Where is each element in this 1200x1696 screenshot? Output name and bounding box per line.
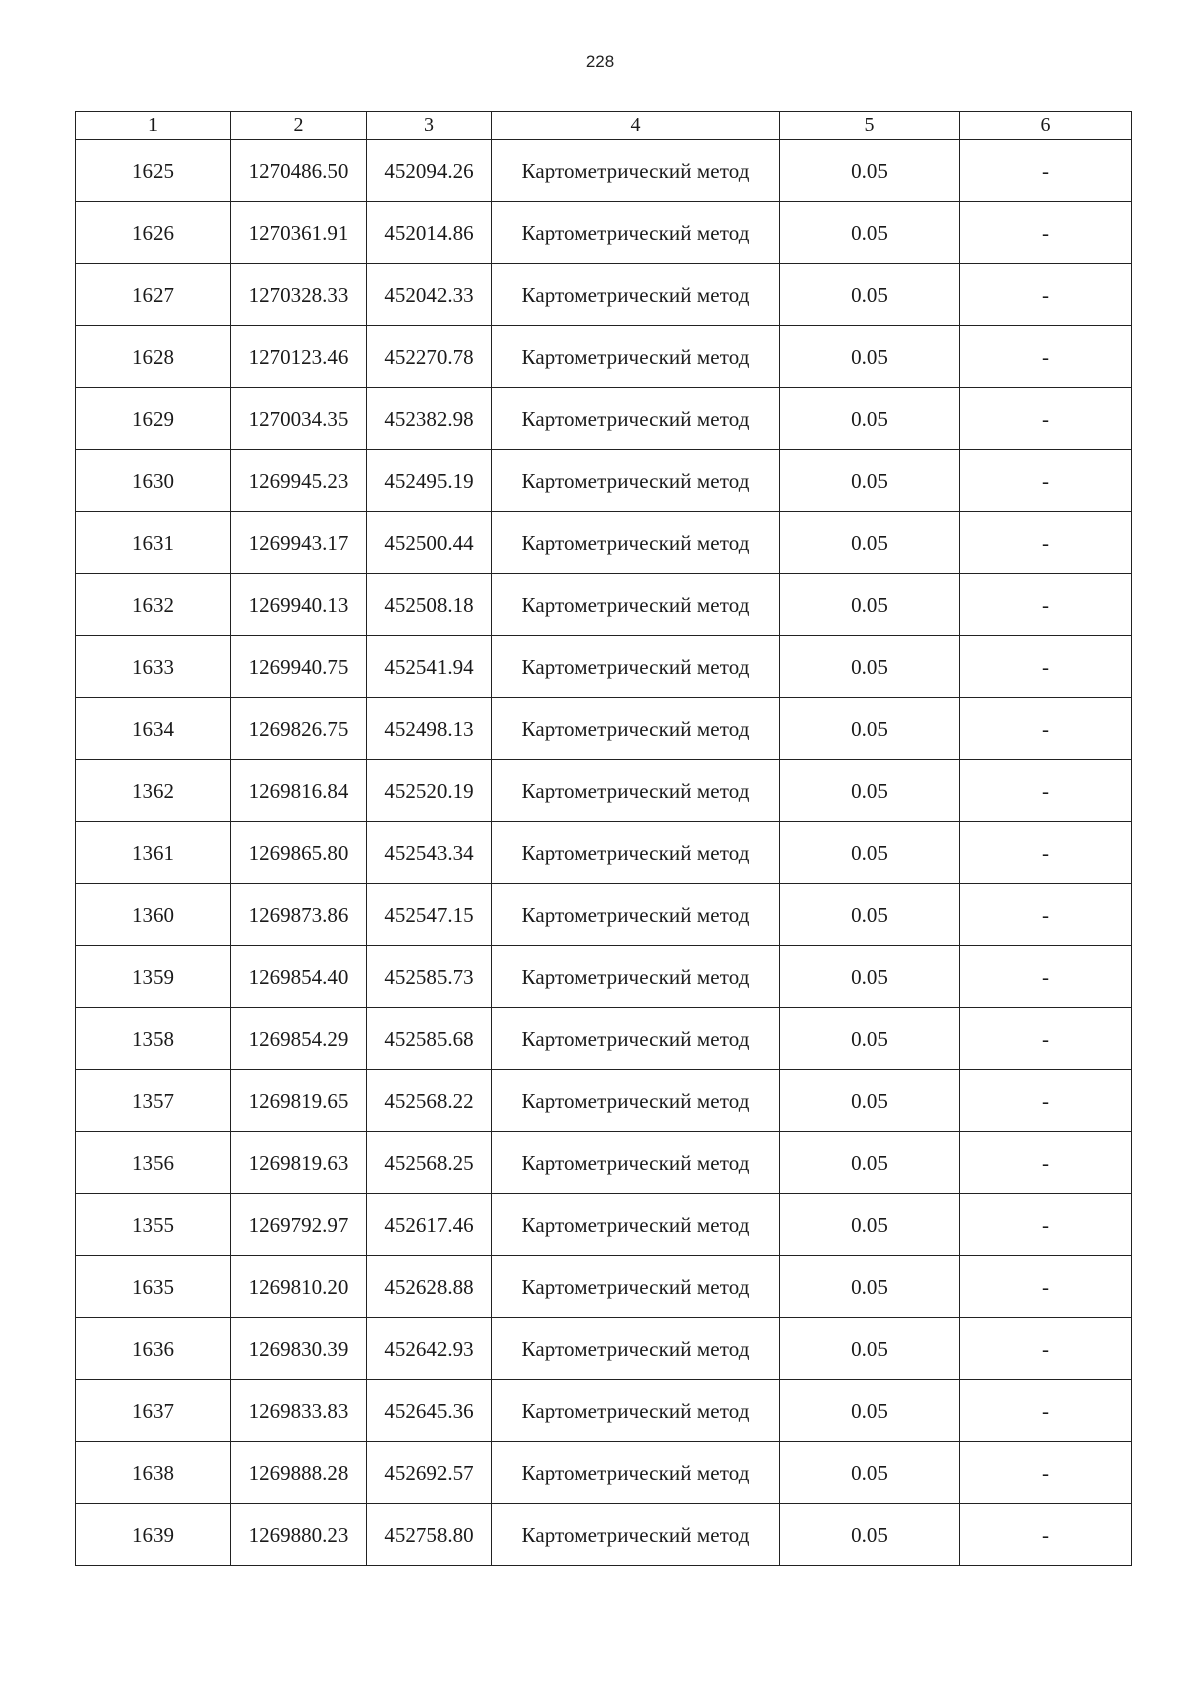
table-row bbox=[76, 1504, 1132, 1566]
method-cell: Картометрический метод bbox=[492, 636, 780, 698]
y-coordinate-cell: 452758.80 bbox=[367, 1504, 492, 1566]
point-number-cell: 1362 bbox=[76, 760, 231, 822]
x-coordinate-cell: 1269792.97 bbox=[231, 1194, 367, 1256]
y-coordinate-cell: 452543.34 bbox=[367, 822, 492, 884]
table-row bbox=[76, 326, 1132, 388]
x-coordinate-cell: 1270361.91 bbox=[231, 202, 367, 264]
note-cell: - bbox=[960, 264, 1132, 326]
accuracy-cell: 0.05 bbox=[780, 574, 960, 636]
page-number: 228 bbox=[585, 52, 615, 71]
x-coordinate-cell: 1270328.33 bbox=[231, 264, 367, 326]
y-coordinate-cell: 452042.33 bbox=[367, 264, 492, 326]
y-coordinate-cell: 452617.46 bbox=[367, 1194, 492, 1256]
method-cell: Картометрический метод bbox=[492, 698, 780, 760]
point-number-cell: 1359 bbox=[76, 946, 231, 1008]
table-row bbox=[76, 574, 1132, 636]
accuracy-cell: 0.05 bbox=[780, 1442, 960, 1504]
header-cell-1: 1 bbox=[76, 112, 231, 140]
method-cell: Картометрический метод bbox=[492, 1442, 780, 1504]
note-cell: - bbox=[960, 450, 1132, 512]
method-cell: Картометрический метод bbox=[492, 264, 780, 326]
method-cell: Картометрический метод bbox=[492, 202, 780, 264]
method-cell: Картометрический метод bbox=[492, 1380, 780, 1442]
table-row bbox=[76, 822, 1132, 884]
accuracy-cell: 0.05 bbox=[780, 1380, 960, 1442]
header-cell-6: 6 bbox=[960, 112, 1132, 140]
header-cell-4: 4 bbox=[492, 112, 780, 140]
table-row bbox=[76, 1318, 1132, 1380]
y-coordinate-cell: 452498.13 bbox=[367, 698, 492, 760]
accuracy-cell: 0.05 bbox=[780, 698, 960, 760]
method-cell: Картометрический метод bbox=[492, 326, 780, 388]
note-cell: - bbox=[960, 1380, 1132, 1442]
method-cell: Картометрический метод bbox=[492, 574, 780, 636]
y-coordinate-cell: 452382.98 bbox=[367, 388, 492, 450]
note-cell: - bbox=[960, 884, 1132, 946]
accuracy-cell: 0.05 bbox=[780, 1008, 960, 1070]
x-coordinate-cell: 1269888.28 bbox=[231, 1442, 367, 1504]
x-coordinate-cell: 1269833.83 bbox=[231, 1380, 367, 1442]
note-cell: - bbox=[960, 1504, 1132, 1566]
table-row bbox=[76, 1256, 1132, 1318]
header-row bbox=[76, 112, 1132, 140]
x-coordinate-cell: 1269940.75 bbox=[231, 636, 367, 698]
accuracy-cell: 0.05 bbox=[780, 326, 960, 388]
note-cell: - bbox=[960, 140, 1132, 202]
method-cell: Картометрический метод bbox=[492, 140, 780, 202]
accuracy-cell: 0.05 bbox=[780, 450, 960, 512]
point-number-cell: 1360 bbox=[76, 884, 231, 946]
point-number-cell: 1625 bbox=[76, 140, 231, 202]
note-cell: - bbox=[960, 1194, 1132, 1256]
table-row bbox=[76, 140, 1132, 202]
method-cell: Картометрический метод bbox=[492, 450, 780, 512]
accuracy-cell: 0.05 bbox=[780, 636, 960, 698]
x-coordinate-cell: 1269854.40 bbox=[231, 946, 367, 1008]
method-cell: Картометрический метод bbox=[492, 1318, 780, 1380]
header-cell-5: 5 bbox=[780, 112, 960, 140]
x-coordinate-cell: 1269819.63 bbox=[231, 1132, 367, 1194]
method-cell: Картометрический метод bbox=[492, 1256, 780, 1318]
method-cell: Картометрический метод bbox=[492, 760, 780, 822]
accuracy-cell: 0.05 bbox=[780, 202, 960, 264]
table-row bbox=[76, 884, 1132, 946]
table-body bbox=[76, 140, 1132, 1566]
coordinates-table bbox=[75, 111, 1132, 1566]
point-number-cell: 1626 bbox=[76, 202, 231, 264]
accuracy-cell: 0.05 bbox=[780, 388, 960, 450]
x-coordinate-cell: 1269854.29 bbox=[231, 1008, 367, 1070]
note-cell: - bbox=[960, 574, 1132, 636]
point-number-cell: 1635 bbox=[76, 1256, 231, 1318]
y-coordinate-cell: 452270.78 bbox=[367, 326, 492, 388]
method-cell: Картометрический метод bbox=[492, 1194, 780, 1256]
table-row bbox=[76, 636, 1132, 698]
note-cell: - bbox=[960, 698, 1132, 760]
method-cell: Картометрический метод bbox=[492, 822, 780, 884]
table-row bbox=[76, 512, 1132, 574]
accuracy-cell: 0.05 bbox=[780, 760, 960, 822]
x-coordinate-cell: 1269880.23 bbox=[231, 1504, 367, 1566]
y-coordinate-cell: 452014.86 bbox=[367, 202, 492, 264]
point-number-cell: 1631 bbox=[76, 512, 231, 574]
y-coordinate-cell: 452585.68 bbox=[367, 1008, 492, 1070]
x-coordinate-cell: 1270034.35 bbox=[231, 388, 367, 450]
table-row bbox=[76, 264, 1132, 326]
x-coordinate-cell: 1269816.84 bbox=[231, 760, 367, 822]
table-row bbox=[76, 388, 1132, 450]
point-number-cell: 1639 bbox=[76, 1504, 231, 1566]
accuracy-cell: 0.05 bbox=[780, 140, 960, 202]
y-coordinate-cell: 452541.94 bbox=[367, 636, 492, 698]
note-cell: - bbox=[960, 1442, 1132, 1504]
table-row bbox=[76, 946, 1132, 1008]
table-row bbox=[76, 698, 1132, 760]
note-cell: - bbox=[960, 1318, 1132, 1380]
y-coordinate-cell: 452500.44 bbox=[367, 512, 492, 574]
point-number-cell: 1628 bbox=[76, 326, 231, 388]
table-row bbox=[76, 1194, 1132, 1256]
table-row bbox=[76, 202, 1132, 264]
note-cell: - bbox=[960, 946, 1132, 1008]
point-number-cell: 1633 bbox=[76, 636, 231, 698]
accuracy-cell: 0.05 bbox=[780, 1070, 960, 1132]
x-coordinate-cell: 1270486.50 bbox=[231, 140, 367, 202]
y-coordinate-cell: 452508.18 bbox=[367, 574, 492, 636]
point-number-cell: 1636 bbox=[76, 1318, 231, 1380]
method-cell: Картометрический метод bbox=[492, 1132, 780, 1194]
note-cell: - bbox=[960, 1132, 1132, 1194]
accuracy-cell: 0.05 bbox=[780, 946, 960, 1008]
x-coordinate-cell: 1269940.13 bbox=[231, 574, 367, 636]
y-coordinate-cell: 452094.26 bbox=[367, 140, 492, 202]
method-cell: Картометрический метод bbox=[492, 1008, 780, 1070]
y-coordinate-cell: 452645.36 bbox=[367, 1380, 492, 1442]
method-cell: Картометрический метод bbox=[492, 1504, 780, 1566]
x-coordinate-cell: 1269943.17 bbox=[231, 512, 367, 574]
point-number-cell: 1355 bbox=[76, 1194, 231, 1256]
accuracy-cell: 0.05 bbox=[780, 1132, 960, 1194]
x-coordinate-cell: 1270123.46 bbox=[231, 326, 367, 388]
accuracy-cell: 0.05 bbox=[780, 1194, 960, 1256]
point-number-cell: 1629 bbox=[76, 388, 231, 450]
method-cell: Картометрический метод bbox=[492, 388, 780, 450]
point-number-cell: 1630 bbox=[76, 450, 231, 512]
y-coordinate-cell: 452568.25 bbox=[367, 1132, 492, 1194]
y-coordinate-cell: 452585.73 bbox=[367, 946, 492, 1008]
accuracy-cell: 0.05 bbox=[780, 1256, 960, 1318]
accuracy-cell: 0.05 bbox=[780, 1318, 960, 1380]
note-cell: - bbox=[960, 760, 1132, 822]
y-coordinate-cell: 452568.22 bbox=[367, 1070, 492, 1132]
header-cell-3: 3 bbox=[367, 112, 492, 140]
table-header bbox=[76, 112, 1132, 140]
table-row bbox=[76, 1442, 1132, 1504]
point-number-cell: 1637 bbox=[76, 1380, 231, 1442]
method-cell: Картометрический метод bbox=[492, 884, 780, 946]
accuracy-cell: 0.05 bbox=[780, 1504, 960, 1566]
x-coordinate-cell: 1269945.23 bbox=[231, 450, 367, 512]
table-row bbox=[76, 760, 1132, 822]
point-number-cell: 1638 bbox=[76, 1442, 231, 1504]
point-number-cell: 1361 bbox=[76, 822, 231, 884]
point-number-cell: 1357 bbox=[76, 1070, 231, 1132]
y-coordinate-cell: 452642.93 bbox=[367, 1318, 492, 1380]
point-number-cell: 1627 bbox=[76, 264, 231, 326]
note-cell: - bbox=[960, 326, 1132, 388]
accuracy-cell: 0.05 bbox=[780, 884, 960, 946]
note-cell: - bbox=[960, 1070, 1132, 1132]
y-coordinate-cell: 452628.88 bbox=[367, 1256, 492, 1318]
method-cell: Картометрический метод bbox=[492, 946, 780, 1008]
table-row bbox=[76, 1132, 1132, 1194]
note-cell: - bbox=[960, 388, 1132, 450]
table-row bbox=[76, 1070, 1132, 1132]
method-cell: Картометрический метод bbox=[492, 1070, 780, 1132]
point-number-cell: 1632 bbox=[76, 574, 231, 636]
note-cell: - bbox=[960, 202, 1132, 264]
y-coordinate-cell: 452520.19 bbox=[367, 760, 492, 822]
x-coordinate-cell: 1269830.39 bbox=[231, 1318, 367, 1380]
y-coordinate-cell: 452547.15 bbox=[367, 884, 492, 946]
x-coordinate-cell: 1269865.80 bbox=[231, 822, 367, 884]
note-cell: - bbox=[960, 512, 1132, 574]
x-coordinate-cell: 1269819.65 bbox=[231, 1070, 367, 1132]
method-cell: Картометрический метод bbox=[492, 512, 780, 574]
x-coordinate-cell: 1269873.86 bbox=[231, 884, 367, 946]
point-number-cell: 1358 bbox=[76, 1008, 231, 1070]
x-coordinate-cell: 1269810.20 bbox=[231, 1256, 367, 1318]
table-row bbox=[76, 1380, 1132, 1442]
header-cell-2: 2 bbox=[231, 112, 367, 140]
note-cell: - bbox=[960, 1256, 1132, 1318]
accuracy-cell: 0.05 bbox=[780, 512, 960, 574]
y-coordinate-cell: 452495.19 bbox=[367, 450, 492, 512]
x-coordinate-cell: 1269826.75 bbox=[231, 698, 367, 760]
table-row bbox=[76, 450, 1132, 512]
table-row bbox=[76, 1008, 1132, 1070]
point-number-cell: 1634 bbox=[76, 698, 231, 760]
y-coordinate-cell: 452692.57 bbox=[367, 1442, 492, 1504]
note-cell: - bbox=[960, 1008, 1132, 1070]
accuracy-cell: 0.05 bbox=[780, 264, 960, 326]
note-cell: - bbox=[960, 822, 1132, 884]
point-number-cell: 1356 bbox=[76, 1132, 231, 1194]
accuracy-cell: 0.05 bbox=[780, 822, 960, 884]
note-cell: - bbox=[960, 636, 1132, 698]
